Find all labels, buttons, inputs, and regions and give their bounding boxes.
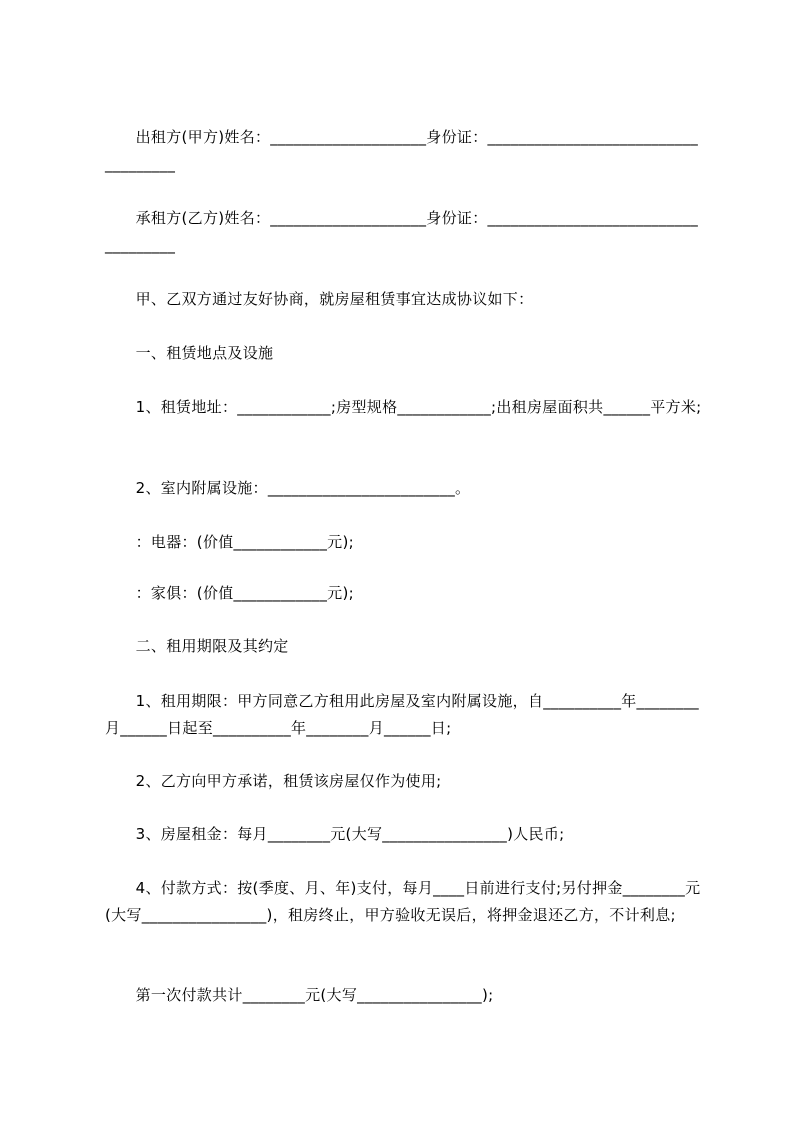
clause-facilities: 2、室内附属设施：________________________。 <box>105 479 471 497</box>
section-heading-location: 一、租赁地点及设施 <box>105 344 274 362</box>
section-heading-term: 二、租用期限及其约定 <box>105 637 289 655</box>
clause-appliances: ：电器：(价值____________元); <box>105 533 354 551</box>
clause-lease-term: 1、租用期限：甲方同意乙方租用此房屋及室内附属设施，自__________年________月______日起至__________年________月______日; <box>105 692 699 737</box>
clause-furniture: ：家俱：(价值____________元); <box>105 584 354 602</box>
clause-payment: 4、付款方式：按(季度、月、年)支付，每月____日前进行支付;另付押金________元(大写________________)，租房终止，甲方验收无误后，将押金退还乙方，不计利息; <box>105 879 701 924</box>
clause-usage: 2、乙方向甲方承诺，租赁该房屋仅作为使用; <box>105 772 442 790</box>
lessee-info: 承租方(乙方)姓名：____________________身份证：____________________________________ <box>105 209 699 254</box>
clause-address: 1、租赁地址：____________;房型规格____________;出租房屋面积共______平方米; <box>105 398 702 416</box>
lessor-info: 出租方(甲方)姓名：____________________身份证：____________________________________ <box>105 128 699 173</box>
clause-first-payment: 第一次付款共计________元(大写________________); <box>105 986 494 1004</box>
agreement-intro: 甲、乙双方通过友好协商，就房屋租赁事宜达成协议如下： <box>105 290 534 308</box>
clause-rent: 3、房屋租金：每月________元(大写________________)人民币; <box>105 825 565 843</box>
